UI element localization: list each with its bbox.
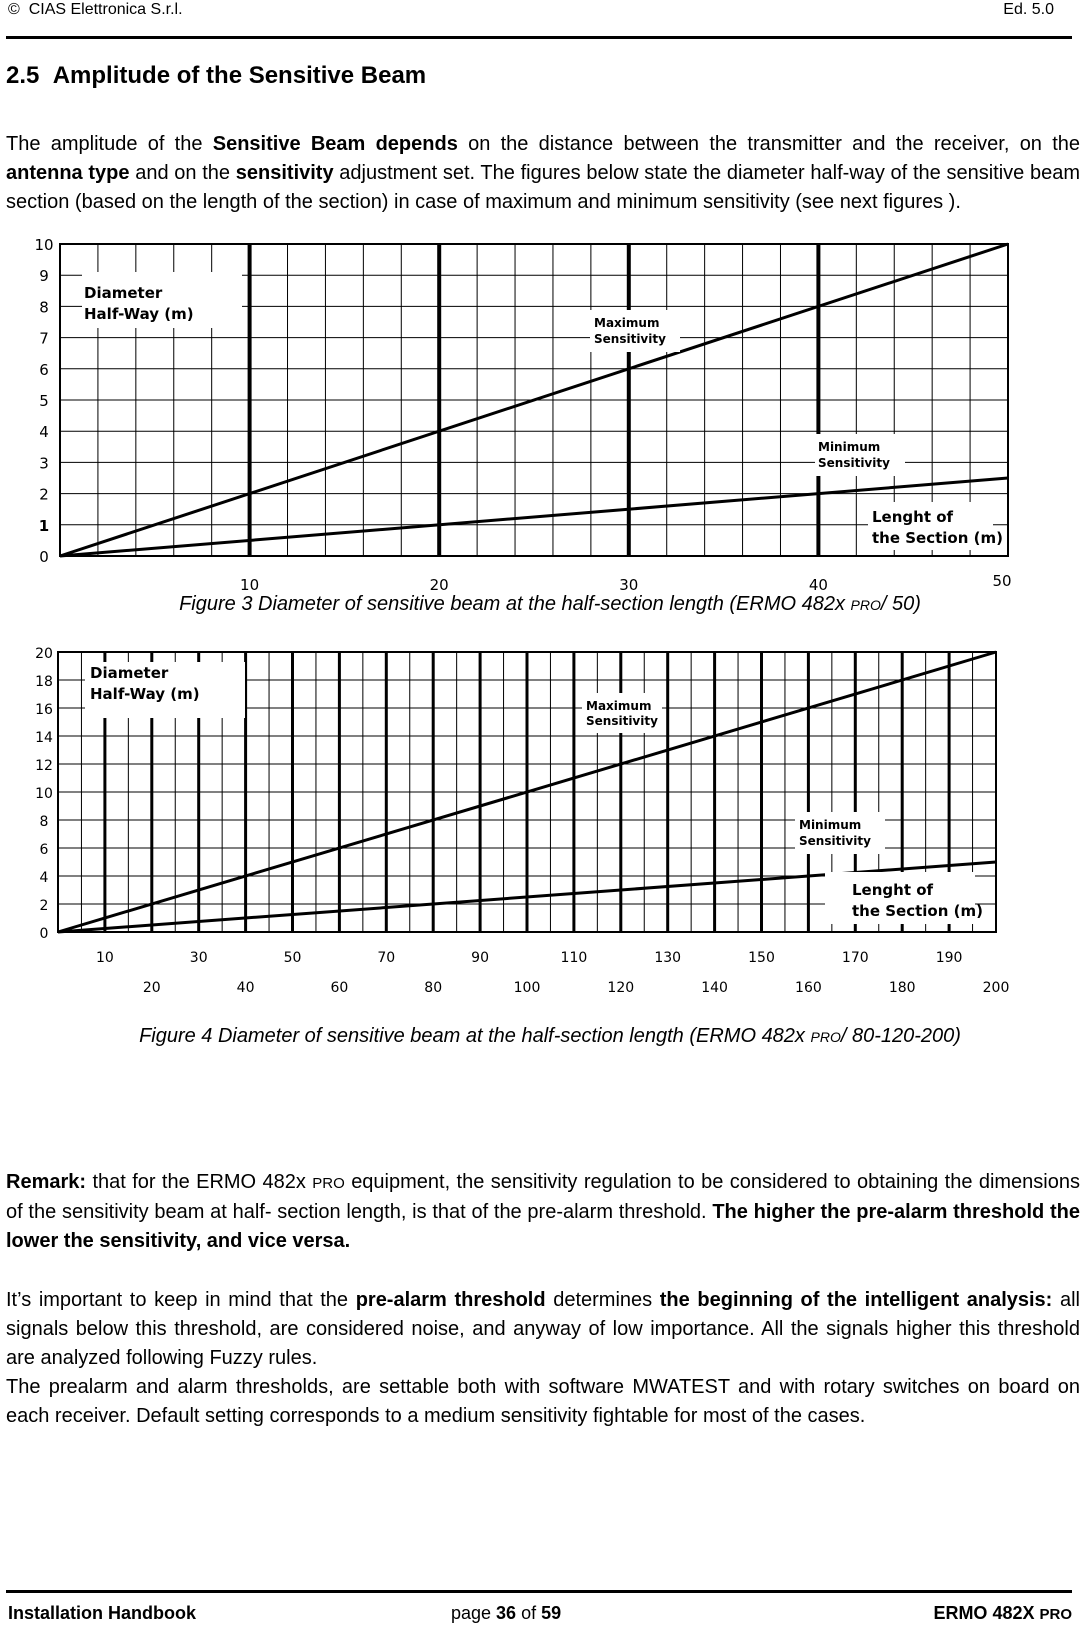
min-sensitivity-label-1: Minimum bbox=[818, 440, 881, 454]
x-tick-label: 40 bbox=[236, 980, 255, 996]
x-tick-label: 60 bbox=[330, 980, 349, 996]
figure-4-caption: Figure 4 Diameter of sensitive beam at the half-section length (ERMO 482x PRO/ 80-120-200) bbox=[139, 1025, 961, 1047]
x-tick-label: 40 bbox=[808, 576, 828, 594]
x-tick-label: 50 bbox=[992, 572, 1012, 590]
y-tick-label: 6 bbox=[39, 842, 49, 858]
section-title: 2.5 Amplitude of the Sensitive Beam bbox=[6, 62, 427, 89]
y-tick-label: 3 bbox=[39, 454, 49, 473]
min-sensitivity-label-2: Sensitivity bbox=[818, 456, 890, 470]
figure-3-chart bbox=[30, 230, 1030, 600]
header-company: © CIAS Elettronica S.r.l. bbox=[8, 1, 183, 18]
x-tick-label: 90 bbox=[471, 950, 490, 966]
y-tick-label: 4 bbox=[39, 423, 49, 442]
max-sensitivity-label-2: Sensitivity bbox=[594, 332, 666, 346]
min-sensitivity-line bbox=[60, 478, 1008, 556]
figure-3-caption: Figure 3 Diameter of sensitive beam at the half-section length (ERMO 482x PRO/ 50) bbox=[179, 593, 921, 615]
x-tick-label: 30 bbox=[189, 950, 208, 966]
y-tick-label: 2 bbox=[39, 485, 49, 504]
x-tick-label: 110 bbox=[560, 950, 588, 966]
y-axis-label-1: Diameter bbox=[84, 284, 163, 302]
x-tick-label: 20 bbox=[429, 576, 449, 594]
y-tick-label: 9 bbox=[39, 267, 49, 286]
x-axis-label-1: Lenght of bbox=[852, 881, 934, 899]
y-tick-label: 20 bbox=[35, 646, 53, 662]
x-tick-label: 70 bbox=[377, 950, 396, 966]
thresholds-paragraph: The prealarm and alarm thresholds, are settable both with software MWATEST and with rotary switches on board on each receiver. Default setting corresponds to a medium sensitivity fightable for most of the cases. bbox=[6, 1376, 1080, 1427]
y-tick-label: 6 bbox=[39, 360, 49, 379]
footer-handbook: Installation Handbook bbox=[8, 1603, 197, 1623]
x-tick-label: 140 bbox=[701, 980, 728, 996]
remark-paragraph: Remark: that for the ERMO 482x PRO equipment, the sensitivity regulation to be considered to obtaining the dimensions of the sensitivity beam at half- section length, is that of the pre-alarm threshold. The higher the pre-alarm threshold the lower the sensitivity, and vice versa. bbox=[6, 1171, 1080, 1252]
page-footer bbox=[6, 1590, 1072, 1629]
y-axis-label-2: Half-Way (m) bbox=[90, 685, 200, 703]
y-tick-label: 16 bbox=[35, 702, 53, 718]
x-tick-label: 120 bbox=[607, 980, 635, 996]
footer-page-number: page 36 of 59 bbox=[451, 1603, 562, 1623]
x-tick-label: 10 bbox=[240, 576, 260, 594]
min-sensitivity-label-1: Minimum bbox=[799, 818, 862, 832]
y-tick-label: 8 bbox=[39, 814, 49, 830]
x-tick-label: 80 bbox=[424, 980, 443, 996]
y-tick-label: 10 bbox=[35, 786, 53, 802]
footer-product: ERMO 482X PRO bbox=[933, 1603, 1072, 1623]
x-tick-label: 160 bbox=[795, 980, 822, 996]
y-tick-label: 5 bbox=[39, 392, 49, 410]
x-axis-label-2: the Section (m) bbox=[852, 902, 983, 920]
y-axis-label-1: Diameter bbox=[90, 664, 169, 682]
prealarm-paragraph: It’s important to keep in mind that the pre-alarm threshold determines the beginning of the intelligent analysis: all signals below this threshold, are considered noise, and anyway of low importance. All the signals higher this threshold are analyzed following Fuzzy rules. The prealarm and alarm thresholds, are settable both with software MWATEST and with rotary switches on board on each receiver. Default setting corresponds to a medium sensitivity fightable for most of the cases. bbox=[6, 1289, 1080, 1427]
figure-4-chart bbox=[30, 640, 1030, 1020]
x-tick-label: 130 bbox=[654, 950, 682, 966]
max-sensitivity-label-1: Maximum bbox=[594, 316, 660, 330]
x-tick-label: 100 bbox=[513, 980, 541, 996]
page-header bbox=[6, 0, 1072, 39]
header-edition: Ed. 5.0 bbox=[1003, 1, 1054, 18]
y-axis-label-2: Half-Way (m) bbox=[84, 305, 194, 323]
y-tick-label: 7 bbox=[39, 329, 49, 348]
x-tick-label: 10 bbox=[95, 950, 114, 966]
x-axis-label-1: Lenght of bbox=[872, 508, 954, 526]
y-tick-label: 18 bbox=[35, 674, 53, 690]
x-tick-label: 190 bbox=[935, 950, 963, 966]
y-tick-label: 14 bbox=[35, 730, 53, 746]
max-sensitivity-label-2: Sensitivity bbox=[586, 714, 658, 728]
y-tick-label: 12 bbox=[35, 758, 53, 774]
y-tick-label: 4 bbox=[39, 870, 49, 886]
y-tick-label: 2 bbox=[39, 898, 49, 914]
intro-paragraph: The amplitude of the Sensitive Beam depends on the distance between the transmitter and the receiver, on the antenna type and on the sensitivity adjustment set. The figures below state the diameter half-way of the sensitive beam section (based on the length of the section) in case of maximum and minimum sensitivity (see next figures ). bbox=[6, 133, 1081, 213]
x-tick-label: 170 bbox=[841, 950, 869, 966]
y-tick-label: 8 bbox=[39, 298, 49, 317]
x-tick-label: 150 bbox=[748, 950, 775, 966]
x-tick-label: 200 bbox=[982, 980, 1010, 996]
x-tick-label: 30 bbox=[619, 576, 639, 594]
x-tick-label: 20 bbox=[142, 980, 161, 996]
y-tick-label: 0 bbox=[39, 548, 49, 566]
min-sensitivity-label-2: Sensitivity bbox=[799, 834, 871, 848]
y-tick-label: 1 bbox=[38, 516, 50, 535]
max-sensitivity-label-1: Maximum bbox=[586, 699, 652, 713]
x-axis-label-2: the Section (m) bbox=[872, 529, 1003, 547]
x-tick-label: 50 bbox=[283, 950, 302, 966]
x-tick-label: 180 bbox=[888, 980, 916, 996]
y-tick-label: 0 bbox=[39, 926, 49, 942]
y-tick-label: 10 bbox=[34, 236, 54, 254]
